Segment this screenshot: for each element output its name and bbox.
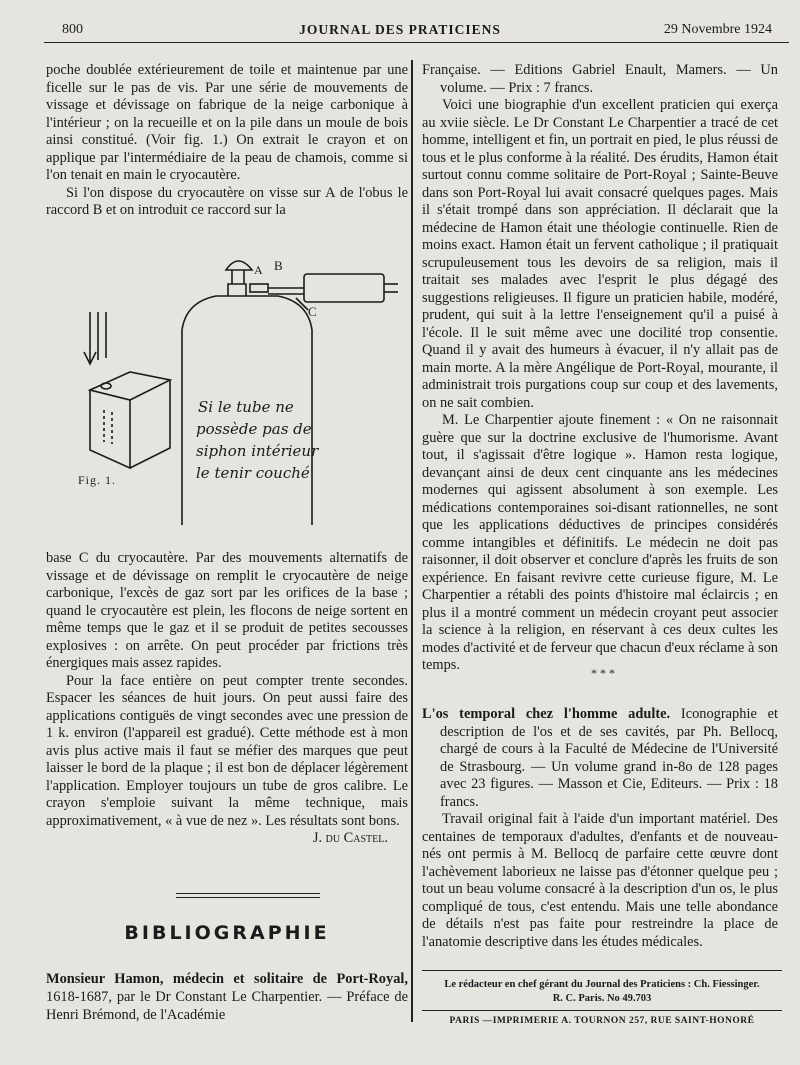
label-c: C [308,304,317,319]
paragraph: Si l'on dispose du cryocautère on visse sur A de l'obus le raccord B et on introduit ce raccord sur la [46,184,408,218]
page-header [0,22,800,44]
handwritten-note-line: le tenir couché [196,464,310,482]
page-number: 800 [62,22,83,37]
handwritten-note-line: siphon intérieur [196,442,319,460]
book-review-1-start [46,970,408,1024]
book-details-continued: Française. — Editions Gabriel Enault, Mamers. — Un volume. — Prix : 7 francs. [422,62,778,96]
printer-line: PARIS —IMPRIMERIE A. TOURNON 257, RUE SAINT-HONORÉ [449,1016,755,1026]
right-column-top [422,62,778,675]
book-title: Monsieur Hamon, médecin et solitaire de Port-Royal, [46,971,408,987]
left-column-bottom [46,550,408,848]
journal-title: JOURNAL DES PRATICIENS [299,22,501,37]
handwritten-note-line: possède pas de [196,420,312,438]
author-signature: J. du Castel. [312,830,388,846]
paragraph: poche doublée extérieurement de toile et maintenue par une ficelle sur le pas de vis. Par une série de mouvements de vissage et dévissage on fabrique de la neige carbonique à l'intérieur ; on la recueille et on la pile dans un moule de bois ainsi constitué. (Voir fig. 1.) On extrait le crayon et on applique par l'intermédiaire de la peau de chamois, comme si l'on tenait en main le cryocautère. [46,62,408,183]
asterism: * * * [591,666,615,680]
editor-credit: Le rédacteur en chef gérant du Journal des Praticiens : Ch. Fiessinger. [444,979,760,990]
footer-rule [422,1010,782,1011]
left-column-top [46,62,408,220]
issue-date: 29 Novembre 1924 [663,22,772,37]
book-details: 1618-1687, par le Dr Constant Le Charpentier. — Préface de Henri Brémond, de l'Académie [46,989,408,1023]
paragraph: Travail original fait à l'aide d'un important matériel. Des centaines de temporaux d'adultes, d'enfants et de nouveau-nés ont permis à M. Bellocq de parfaire cette œuvre dont l'achèvement laborieux ne laisse pas d'étonner quelque peu ; tout un beau volume consacré à la description d'un os, le plus compliqué de tous, c'est entendu. Mais une telle abondance de détails n'est pas faite pour restreindre la place de l'anatomie descriptive dans les études médicales. [422,811,778,950]
footer-rule [422,970,782,971]
editor-line [422,978,782,1006]
header-rule [44,42,789,43]
registration-number: R. C. Paris. No 49.703 [552,993,652,1004]
section-separator [176,893,320,901]
figure-caption: Fig. 1. [78,473,117,487]
label-a: A [254,263,263,277]
label-b: B [274,258,283,273]
handwritten-note-line: Si le tube ne [198,398,294,416]
book-title: L'os temporal chez l'homme adulte. [422,706,671,722]
paragraph: Pour la face entière on peut compter trente secondes. Espacer les séances de huit jours. On peut aussi faire des applications contiguës de vingt secondes avec une pression de 1 k. environ (l'appareil est gradué). Cette méthode est à mon avis plus active mais il faut se méfier des marques que peut laisser le bord de la plaque ; il est bon de déplacer légèrement l'application. Employer toujours un tube de gros calibre. Le crayon s'emploie suivant la même technique, mais approximativement, « à vue de nez ». Les résultats sont bons. [46,672,408,829]
paragraph: M. Le Charpentier ajoute finement : « On ne raisonnait guère que sur la doctrine exclusive de l'humorisme. Avant tout, il s'agissait d'être logique ». Hamon resta logique, devançant ainsi de deux cent cinquante ans les médecines modernes qui agissent absolument à son exemple. Les médications contemporaines soi-disant rationnelles, ne sont que les applications déductives de principes considérés comme intangibles et définitifs. Le médecin ne doit pas raisonner, il doit observer et conclure d'après les fruits de son expérience. En faisant revivre cette curieuse figure, M. Le Charpentier a rétabli des points d'histoire mal éclaircis ; en plus il a montré comment un médecin croyant peut associer la science à la religion, en réservant à ces deux cultes les modes d'activité et de ferveur que chacun d'eux réclame à son temps. [422,412,778,673]
column-divider [411,60,413,1022]
figure-1 [46,240,408,540]
book-details: Iconographie et description de l'os et de ses cavités, par Ph. Bellocq, chargé de cours à la Faculté de Médecine de l'Université de Strasbourg. — Un volume grand in-8o de 128 pages avec 23 figures. — Masson et Cie, Editeurs. — Prix : 18 francs. [440,706,778,810]
paragraph: base C du cryocautère. Par des mouvements alternatifs de vissage et de dévissage on remplit le cryocautère de neige carbonique, l'excès de gaz sort par les orifices de la base ; quand le cryocautère est plein, les flocons de neige sortent en même temps que le gaz et il se produit de petites secousses explosives : on arrête. On peut procéder par frictions très énergiques mais assez rapides. [46,550,408,671]
section-title: BIBLIOGRAPHIE [124,922,330,944]
right-column-bottom [422,706,778,951]
book-review-2 [422,706,778,811]
cryocautery-drawing [46,240,408,540]
paragraph: Voici une biographie d'un excellent praticien qui exerça au xviie siècle. Le Dr Constant Le Charpentier a tracé de cet homme, intelligent et fin, un portrait en pied, le plus réussi de tous et le plus conforme à la réalité. Des érudits, Hamon était surtout connu comme solitaire de Port-Royal ; Sainte-Beuve dans son Port-Royal lui avait consacré quelques pages. Mais il s'était trompé dans son appréciation. Il déclarait que la médecine de Hamon était une théologie continuelle. Rien de moins exact. Hamon était un fervent catholique ; il pratiquait scrupuleusement tous les devoirs de sa religion, mais il traitait ses malades avec l'esprit le plus dégagé des suggestions religieuses. Il figure un praticien habile, modéré, prudent, qui suit à la lettre l'enseignement qu'il a puisé à l'école. Il le suit même avec une docilité trop consentie. Quand il y avait des humeurs à évacuer, il n'y allait pas de main morte. A la mère Angélique de Port-Royal, mourante, il administrait trois purgations coup sur coup et des lavements, on ne sait combien. [422,97,778,411]
